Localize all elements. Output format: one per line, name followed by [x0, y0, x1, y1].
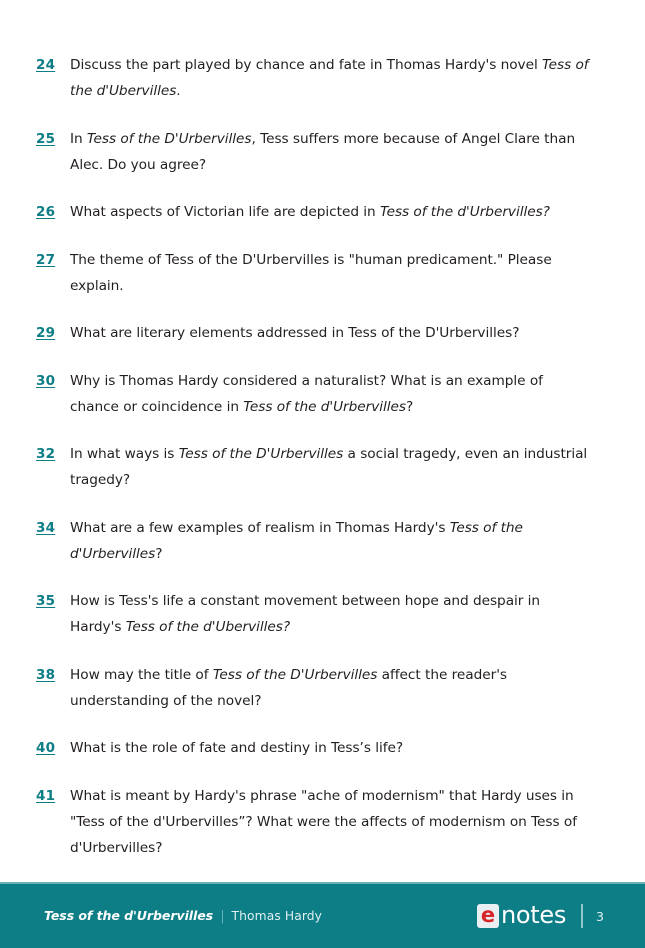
question-number-link[interactable]: 30: [36, 372, 56, 389]
question-text-run: What is meant by Hardy's phrase "ache of modernism" that Hardy uses in "Tess of the d'Urbervilles”? What were the affects of modernism on Tess of d'Urbervilles?: [70, 787, 577, 856]
question-text-run: In what ways is: [70, 446, 179, 462]
footer-book-info: [44, 908, 322, 924]
question-text-run: .: [176, 83, 181, 99]
question-number-link[interactable]: 40: [36, 740, 56, 756]
question-text: [70, 247, 595, 299]
book-title-italic: Tess of the D'Urbervilles: [178, 446, 344, 462]
question-item: [36, 441, 609, 493]
question-text: [70, 368, 595, 420]
question-list: [36, 52, 609, 861]
question-item: [36, 515, 609, 567]
question-item: [36, 735, 609, 761]
question-text-run: In: [70, 130, 87, 147]
question-text-run: ?: [155, 545, 163, 562]
question-text: [70, 52, 595, 104]
question-text: [70, 662, 595, 714]
question-text-run: How is Tess's life a constant movement between hope and despair in Hardy's: [70, 593, 541, 635]
question-text: [70, 320, 595, 346]
enotes-e-mark-icon: e: [477, 904, 499, 928]
footer-vertical-divider: [581, 904, 583, 928]
question-number-link[interactable]: 38: [36, 666, 56, 683]
book-title-italic: Tess of the d'Urbervilles?: [379, 204, 550, 220]
question-item: [36, 52, 609, 104]
enotes-wordmark: notes: [500, 901, 567, 929]
book-title-italic: Tess of the D'Urbervilles: [86, 130, 252, 147]
question-item: [36, 368, 609, 420]
footer-brand-area: [477, 903, 604, 929]
question-text-run: Discuss the part played by chance and fate in Thomas Hardy's novel: [70, 57, 543, 73]
question-number-link[interactable]: 34: [36, 519, 56, 536]
question-text: [70, 126, 595, 178]
question-item: [36, 320, 609, 346]
question-text-run: What are a few examples of realism in Thomas Hardy's: [70, 519, 450, 536]
question-text-run: a social tragedy, even an industrial tragedy?: [70, 446, 588, 488]
question-text-run: How may the title of: [70, 666, 213, 683]
question-text-run: ?: [406, 398, 414, 415]
question-text-run: , Tess suffers more because of Angel Clare than Alec. Do you agree?: [70, 130, 576, 173]
question-number-link[interactable]: 27: [36, 251, 56, 268]
question-item: [36, 199, 609, 225]
question-text-run: What is the role of fate and destiny in Tess’s life?: [70, 740, 404, 756]
question-text: [70, 441, 595, 493]
question-text: [70, 735, 595, 761]
footer-book-author: Thomas Hardy: [231, 909, 323, 923]
question-number-link[interactable]: 25: [36, 130, 56, 147]
question-item: [36, 588, 609, 640]
question-number-link[interactable]: 35: [36, 593, 56, 609]
question-text-run: affect the reader's understanding of the novel?: [70, 666, 507, 709]
book-title-italic: Tess of the D'Urbervilles: [212, 666, 378, 683]
question-number-link[interactable]: 26: [36, 204, 56, 220]
question-number-link[interactable]: 24: [36, 57, 56, 73]
question-item: [36, 783, 609, 861]
question-text-run: Why is Thomas Hardy considered a naturalist? What is an example of chance or coincidence in: [70, 372, 543, 415]
question-item: [36, 126, 609, 178]
question-text: [70, 588, 595, 640]
question-item: [36, 662, 609, 714]
book-title-italic: Tess of the d'Ubervilles: [70, 57, 589, 99]
page-footer: [0, 884, 645, 948]
question-text-run: What aspects of Victorian life are depicted in: [70, 204, 380, 220]
footer-book-title: Tess of the d'Urbervilles: [44, 908, 214, 923]
question-number-link[interactable]: 41: [36, 787, 56, 804]
enotes-logo[interactable]: [477, 903, 566, 929]
book-title-italic: Tess of the d'Urbervilles: [243, 398, 406, 415]
book-title-italic: Tess of the d'Urbervilles: [70, 519, 523, 562]
footer-separator: |: [220, 909, 225, 924]
question-number-link[interactable]: 29: [36, 325, 56, 341]
page-number: 3: [596, 908, 604, 924]
book-title-italic: Tess of the d'Ubervilles?: [125, 619, 291, 635]
question-text: [70, 783, 595, 861]
question-item: [36, 247, 609, 299]
question-text-run: The theme of Tess of the D'Urbervilles is "human predicament." Please explain.: [70, 251, 552, 294]
question-text-run: What are literary elements addressed in Tess of the D'Urbervilles?: [70, 325, 520, 341]
question-text: [70, 199, 595, 225]
question-number-link[interactable]: 32: [36, 446, 56, 462]
question-text: [70, 515, 595, 567]
